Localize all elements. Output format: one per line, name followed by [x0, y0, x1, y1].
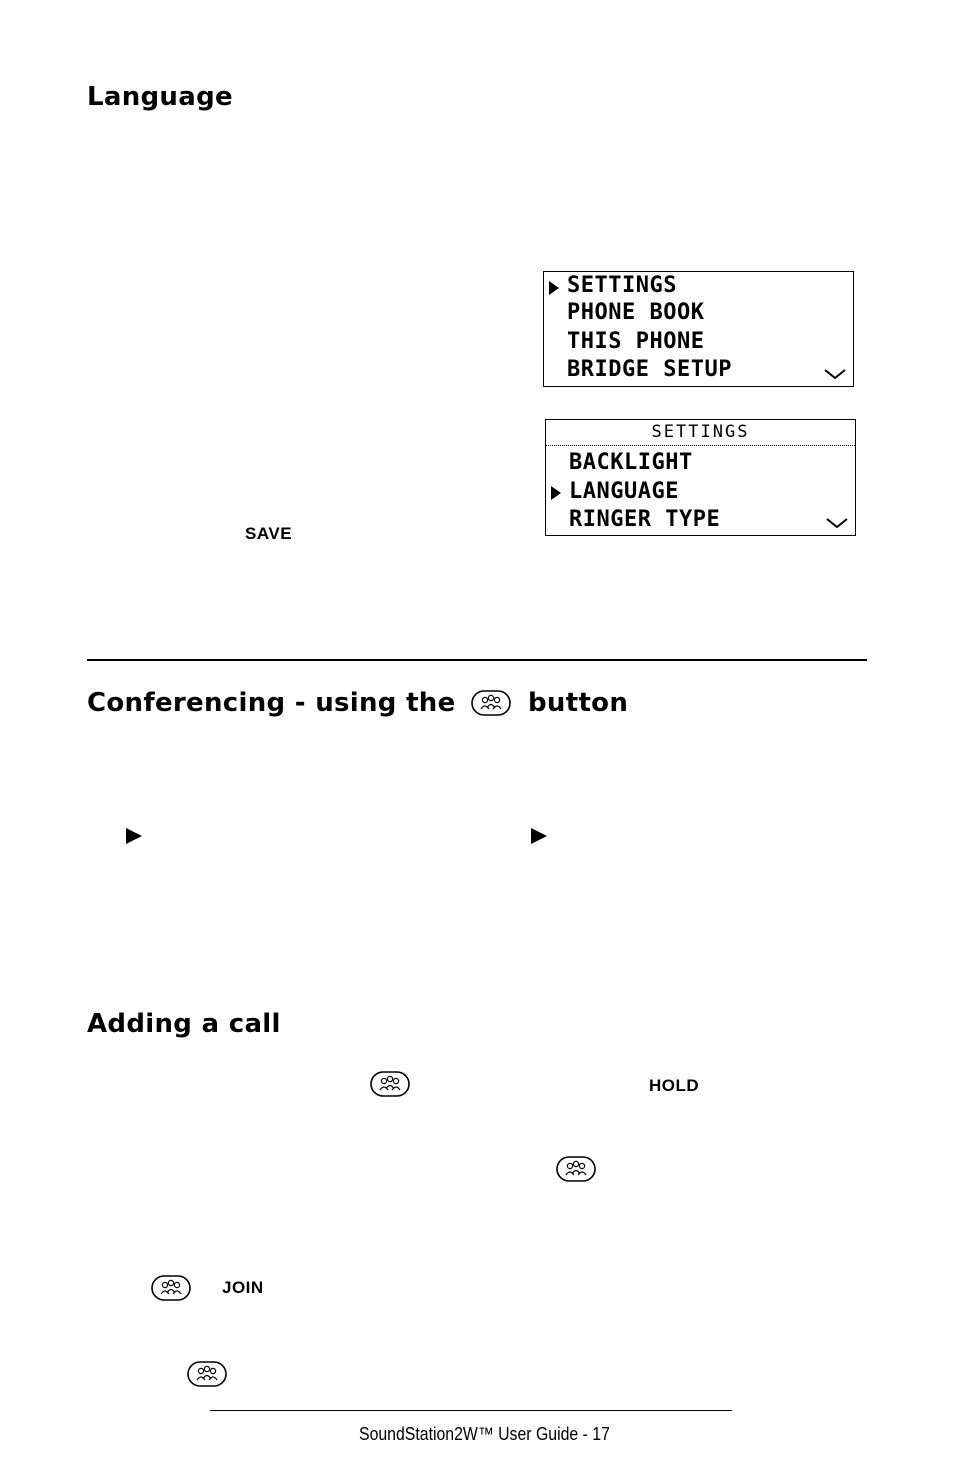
lcd-header-divider	[546, 445, 855, 446]
save-softkey-label: SAVE	[245, 524, 293, 543]
conference-button-icon	[471, 690, 511, 716]
bullet-triangle-icon	[126, 828, 142, 844]
footer-page-label: SoundStation2W™ User Guide - 17	[359, 1424, 610, 1444]
hold-softkey-label: HOLD	[649, 1076, 700, 1095]
conferencing-heading	[87, 688, 456, 718]
conference-button-icon	[370, 1071, 410, 1097]
lcd-selection-pointer-icon	[549, 281, 559, 295]
section-divider	[87, 659, 867, 661]
lcd-menu-item-language: LANGUAGE	[569, 479, 679, 504]
adding-call-heading: Adding a call	[87, 1009, 281, 1039]
scroll-down-chevron-icon	[824, 368, 846, 380]
bullet-triangle-icon	[531, 828, 547, 844]
conferencing-heading-button-word: button	[528, 688, 629, 718]
lcd-menu-item-backlight: BACKLIGHT	[569, 450, 693, 475]
conference-button-icon	[187, 1361, 227, 1387]
conferencing-heading-text-start: Conferencing - using the	[87, 688, 456, 718]
conference-button-icon	[556, 1156, 596, 1182]
lcd-settings-menu	[545, 419, 856, 536]
lcd-selection-pointer-icon	[551, 486, 561, 500]
lcd-menu-item-ringer-type: RINGER TYPE	[569, 507, 721, 532]
join-softkey-label: JOIN	[222, 1278, 264, 1297]
lcd-menu-item-phone-book: PHONE BOOK	[567, 300, 705, 325]
lcd-menu-item-settings: SETTINGS	[567, 273, 677, 298]
lcd-menu-item-this-phone: THIS PHONE	[567, 329, 705, 354]
lcd-settings-header: SETTINGS	[651, 422, 750, 442]
lcd-menu-item-bridge-setup: BRIDGE SETUP	[567, 357, 732, 382]
language-heading: Language	[87, 82, 233, 112]
scroll-down-chevron-icon	[826, 517, 848, 529]
lcd-main-menu	[543, 271, 854, 387]
conference-button-icon	[151, 1275, 191, 1301]
footer-rule	[210, 1410, 732, 1411]
